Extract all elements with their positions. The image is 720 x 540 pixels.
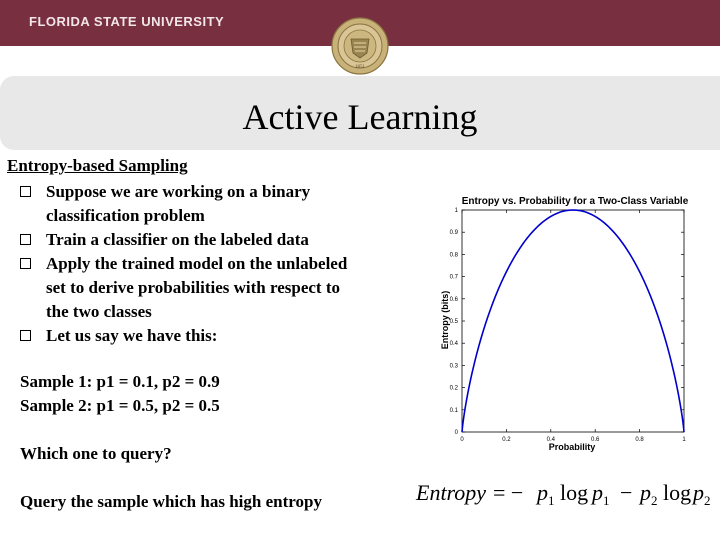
formula-minus: −: [620, 480, 633, 505]
bullet-line: Suppose we are working on a binary: [46, 182, 311, 201]
y-tick-label: 0.5: [449, 319, 458, 325]
bullet-line: set to derive probabilities with respect to: [46, 278, 340, 297]
chart-svg: [430, 188, 712, 454]
slide-title: Active Learning: [242, 97, 478, 137]
y-tick-label: 0.4: [449, 341, 458, 348]
formula-p1b: p: [592, 480, 603, 505]
formula-eq: = −: [493, 480, 524, 505]
x-tick-label: 0: [460, 437, 464, 443]
x-tick-label: 0.4: [546, 437, 555, 443]
bullet-line: Let us say we have this:: [46, 326, 218, 345]
university-seal-icon: [331, 17, 389, 75]
chart-title: Entropy vs. Probability for a Two-Class Variable: [461, 196, 689, 207]
seal-year: 1851: [355, 65, 365, 70]
plot-frame: [462, 210, 684, 432]
entropy-chart: [430, 188, 712, 454]
formula-sub1: 1: [548, 493, 555, 508]
checkbox-bullet-icon: [20, 234, 31, 245]
y-tick-label: 0.8: [449, 252, 458, 259]
formula-log1: log: [560, 480, 589, 505]
bullet-line: the two classes: [46, 302, 152, 321]
bullet-item: [20, 180, 410, 228]
sample-2-text: Sample 2: p1 = 0.5, p2 = 0.5: [20, 396, 220, 415]
chart-ylabel: Entropy (bits): [440, 290, 450, 350]
formula-p2b: p: [693, 480, 704, 505]
bullet-item: [20, 324, 410, 348]
answer-text: Query the sample which has high entropy: [20, 492, 322, 511]
formula-p2: p: [640, 480, 651, 505]
bullet-item: [20, 252, 410, 324]
sample-1-text: Sample 1: p1 = 0.1, p2 = 0.9: [20, 372, 220, 391]
formula-p1: p: [537, 480, 548, 505]
bullet-item: [20, 228, 410, 252]
y-tick-label: 0.6: [449, 296, 458, 303]
y-tick-label: 0: [454, 430, 458, 436]
x-tick-label: 0.2: [502, 437, 511, 443]
university-name: FLORIDA STATE UNIVERSITY: [29, 14, 225, 29]
y-tick-label: 0.2: [449, 385, 458, 392]
checkbox-bullet-icon: [20, 186, 31, 197]
bullet-line: Train a classifier on the labeled data: [46, 230, 309, 249]
section-heading: Entropy-based Sampling: [7, 156, 188, 175]
checkbox-bullet-icon: [20, 258, 31, 269]
y-tick-label: 0.1: [449, 407, 458, 414]
formula-sub1b: 1: [603, 493, 610, 508]
bullet-line: Apply the trained model on the unlabeled: [46, 254, 348, 273]
x-tick-label: 1: [682, 437, 686, 443]
entropy-formula: [414, 480, 714, 510]
bullet-list: [20, 180, 410, 348]
formula-sub2b: 2: [704, 493, 711, 508]
chart-xlabel: Probability: [548, 442, 596, 452]
y-tick-label: 0.3: [449, 363, 458, 370]
x-tick-label: 0.6: [591, 437, 600, 443]
formula-sub2: 2: [651, 493, 658, 508]
y-tick-label: 0.9: [449, 230, 458, 237]
formula-log2: log: [663, 480, 692, 505]
question-text: Which one to query?: [20, 444, 172, 463]
x-tick-label: 0.8: [635, 437, 644, 443]
checkbox-bullet-icon: [20, 330, 31, 341]
y-tick-label: 0.7: [449, 274, 458, 281]
y-tick-label: 1: [454, 208, 458, 214]
formula-lhs: Entropy: [416, 480, 487, 505]
bullet-line: classification problem: [46, 206, 205, 225]
